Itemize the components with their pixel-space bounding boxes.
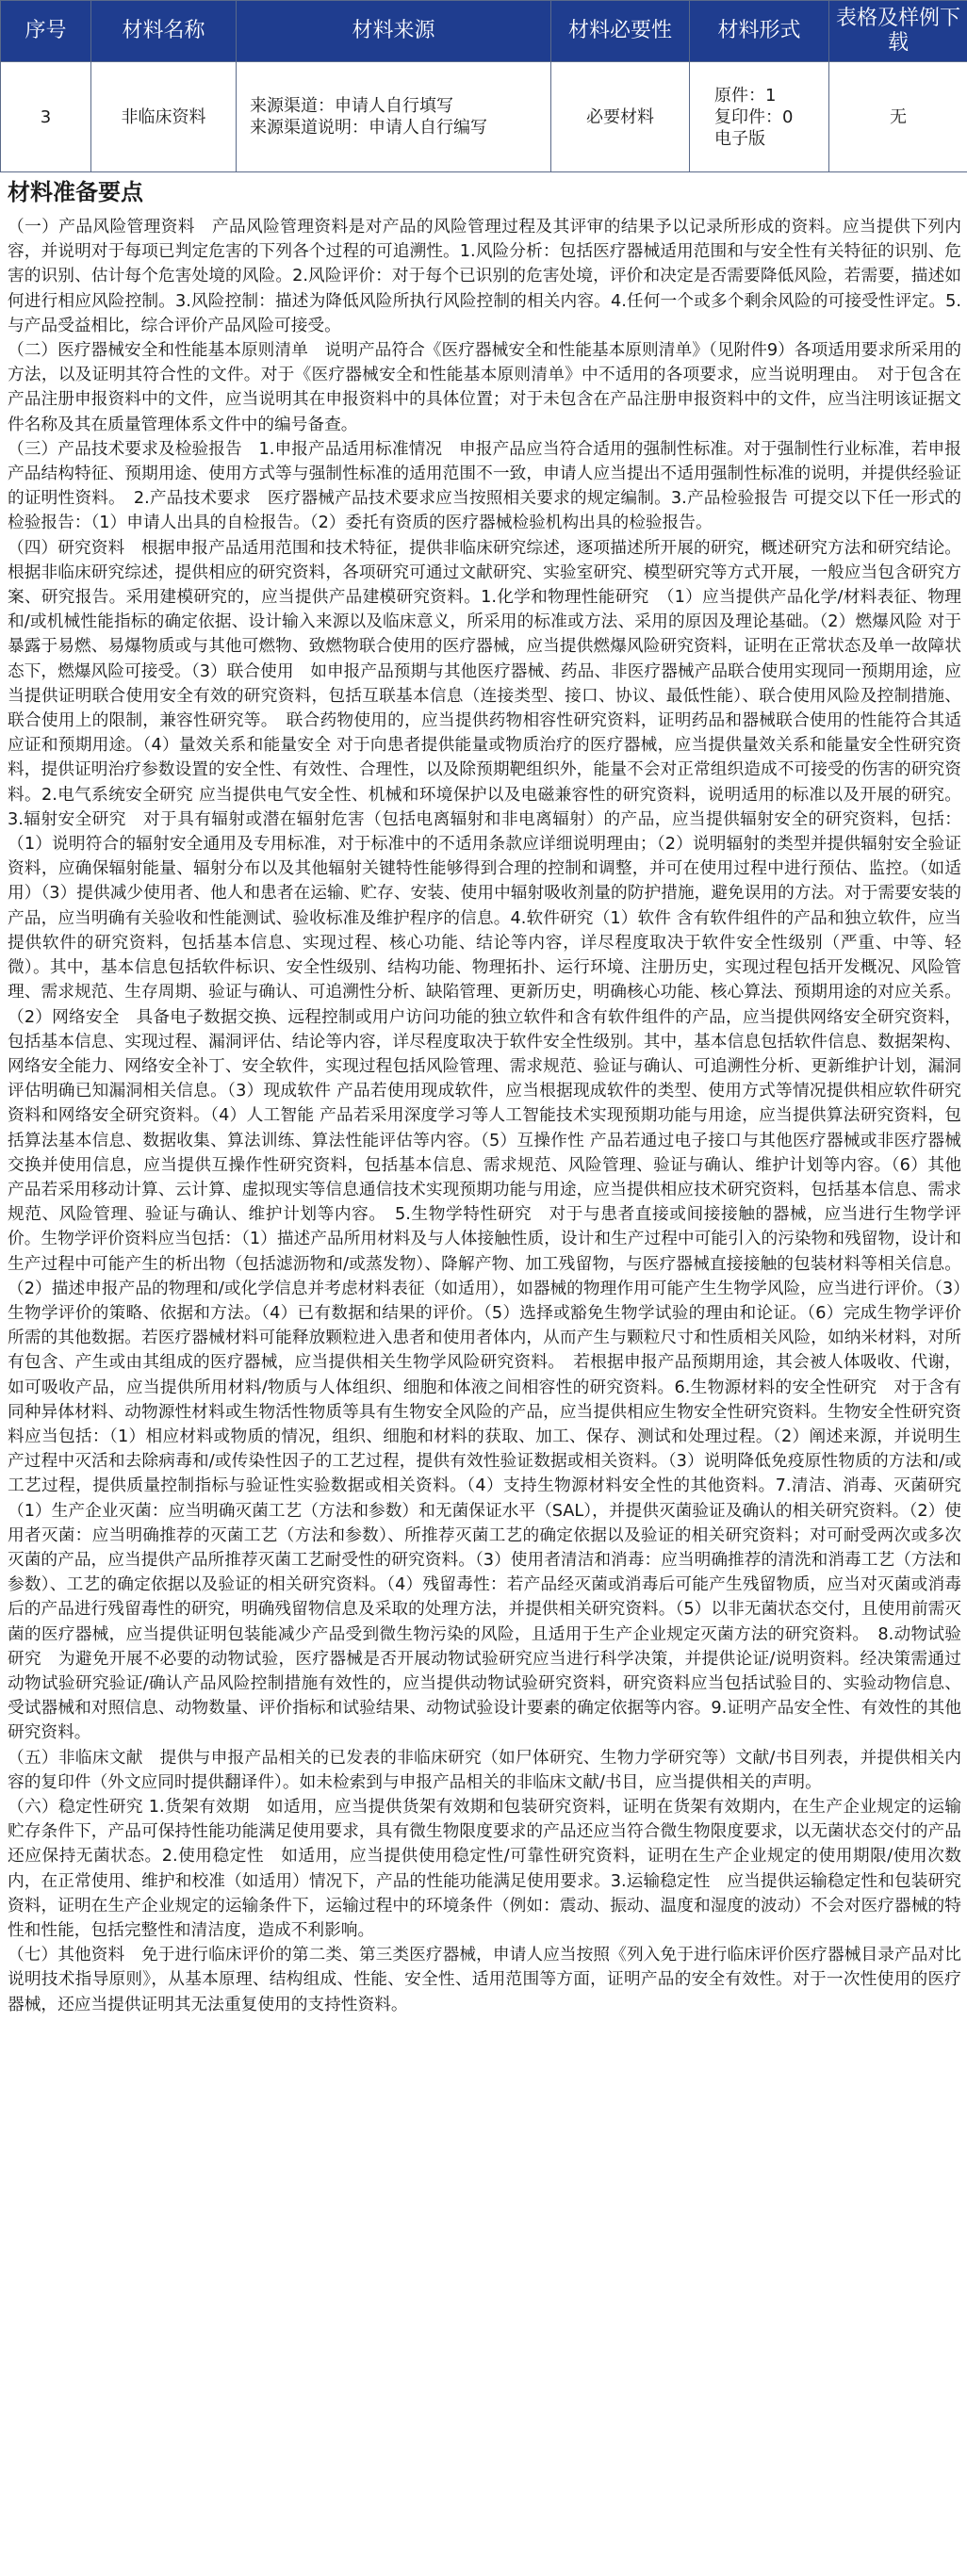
paragraph-risk-management: （一）产品风险管理资料 产品风险管理资料是对产品的风险管理过程及其评审的结果予以记录所形成的资料。应当提供下列内容，并说明对于每项已判定危害的下列各个过程的可追溯性。1.风险分析：包括医疗器械适用范围和与安全性有关特征的识别、危害的识别、估计每个危害处境的风险。2.风险评价：对于每个已识别的危害处境，评价和决定是否需要降低风险，若需要，描述如何进行相应风险控制。3.风险控制：描述为降低风险所执行风险控制的相关内容。4.任何一个或多个剩余风险的可接受性评定。5.与产品受益相比，综合评价产品风险可接受。 [8,218,961,335]
paragraph-technical-requirements: （三）产品技术要求及检验报告 1.申报产品适用标准情况 申报产品应当符合适用的强制性标准。对于强制性行业标准，若申报产品结构特征、预期用途、使用方式等与强制性标准的适用范围不一致，申请人应当提出不适用强制性标准的说明，并提供经验证的证明性资料。 2.产品技术要求 医疗器械产品技术要求应当按照相关要求的规定编制。3.产品检验报告 可提交以下任一形式的检验报告：（1）申请人出具的自检报告。（2）委托有资质的医疗器械检验机构出具的检验报告。 [8,439,961,533]
row-material-source [237,62,551,172]
header-necessity: 材料必要性 [551,1,690,62]
header-index: 序号 [1,1,91,62]
paragraph-other: （七）其他资料 免于进行临床评价的第二类、第三类医疗器械，申请人应当按照《列入免于进行临床评价医疗器械目录产品对比说明技术指导原则》，从基本原理、结构组成、性能、安全性、适用范围等方面，证明产品的安全有效性。对于一次性使用的医疗器械，还应当提供证明其无法重复使用的支持性资料。 [8,1946,961,2014]
form-copy: 复印件：0 [714,106,794,127]
paragraph-stability: （六）稳定性研究 1.货架有效期 如适用，应当提供货架有效期和包装研究资料，证明在货架有效期内，在生产企业规定的运输贮存条件下，产品可保持性能功能满足使用要求，具有微生物限度要求的产品还应当符合微生物限度要求，以无菌状态交付的产品还应保持无菌状态。2.使用稳定性 如适用，应当提供使用稳定性/可靠性研究资料，证明在生产企业规定的使用期限/使用次数内，在正常使用、维护和校准（如适用）情况下，产品的性能功能满足使用要求。3.运输稳定性 应当提供运输稳定性和包装研究资料，证明在生产企业规定的运输条件下，运输过程中的环境条件（例如：震动、振动、温度和湿度的波动）不会对医疗器械的特性和性能，包括完整性和清洁度，造成不利影响。 [8,1798,961,1941]
paragraph-literature: （五）非临床文献 提供与申报产品相关的已发表的非临床研究（如尸体研究、生物力学研究等）文献/书目列表，并提供相关内容的复印件（外文应同时提供翻译件）。如未检索到与申报产品相关的非临床文献/书目，应当提供相关的声明。 [8,1748,961,1792]
row-material-name: 非临床资料 [91,62,237,172]
row-necessity: 必要材料 [551,62,690,172]
section-body [8,215,961,2570]
source-channel: 来源渠道：申请人自行填写 [250,96,453,116]
materials-table [0,0,967,172]
row-index: 3 [1,62,91,172]
section-title: 材料准备要点 [8,179,143,205]
source-channel-desc: 来源渠道说明：申请人自行编写 [250,118,487,138]
form-original: 原件：1 [714,85,777,106]
form-electronic: 电子版 [714,128,765,149]
table-row [1,62,967,172]
row-download: 无 [829,62,967,172]
header-form: 材料形式 [690,1,829,62]
paragraph-research: （四）研究资料 根据申报产品适用范围和技术特征，提供非临床研究综述，逐项描述所开展的研究，概述研究方法和研究结论。根据非临床研究综述，提供相应的研究资料，各项研究可通过文献研究、实验室研究、模型研究等方式开展，一般应当包含研究方案、研究报告。采用建模研究的，应当提供产品建模研究资料。1.化学和物理性能研究 （1）应当提供产品化学/材料表征、物理和/或机械性能指标的确定依据、设计输入来源以及临床意义，所采用的标准或方法、采用的原因及理论基础。（2）燃爆风险 对于暴露于易燃、易爆物质或与其他可燃物、致燃物联合使用的医疗器械，应当提供燃爆风险研究资料，证明在正常状态及单一故障状态下，燃爆风险可接受。（3）联合使用 如申报产品预期与其他医疗器械、药品、非医疗器械产品联合使用实现同一预期用途，应当提供证明联合使用安全有效的研究资料，包括互联基本信息（连接类型、接口、协议、最低性能）、联合使用风险及控制措施、联合使用上的限制，兼容性研究等。 联合药物使用的，应当提供药物相容性研究资料，证明药品和器械联合使用的性能符合其适应证和预期用途。（4）量效关系和能量安全 对于向患者提供能量或物质治疗的医疗器械，应当提供量效关系和能量安全性研究资料，提供证明治疗参数设置的安全性、有效性、合理性，以及除预期靶组织外，能量不会对正常组织造成不可接受的伤害的研究资料。2.电气系统安全研究 应当提供电气安全性、机械和环境保护以及电磁兼容性的研究资料，说明适用的标准以及开展的研究。3.辐射安全研究 对于具有辐射或潜在辐射危害（包括电离辐射和非电离辐射）的产品，应当提供辐射安全的研究资料，包括：（1）说明符合的辐射安全通用及专用标准，对于标准中的不适用条款应详细说明理由；（2）说明辐射的类型并提供辐射安全验证资料，应确保辐射能量、辐射分布以及其他辐射关键特性能够得到合理的控制和调整，并可在使用过程中进行预估、监控。（如适用）（3）提供减少使用者、他人和患者在运输、贮存、安装、使用中辐射吸收剂量的防护措施，避免误用的方法。对于需要安装的产品，应当明确有关验收和性能测试、验收标准及维护程序的信息。4.软件研究（1）软件 含有软件组件的产品和独立软件，应当提供软件的研究资料，包括基本信息、实现过程、核心功能、结论等内容，详尽程度取决于软件安全性级别（严重、中等、轻微）。其中，基本信息包括软件标识、安全性级别、结构功能、物理拓扑、运行环境、注册历史，实现过程包括开发概况、风险管理、需求规范、生存周期、验证与确认、可追溯性分析、缺陷管理、更新历史，明确核心功能、核心算法、预期用途的对应关系。（2）网络安全 具备电子数据交换、远程控制或用户访问功能的独立软件和含有软件组件的产品，应当提供网络安全研究资料，包括基本信息、实现过程、漏洞评估、结论等内容，详尽程度取决于软件安全性级别。其中，基本信息包括软件信息、数据架构、网络安全能力、网络安全补丁、安全软件，实现过程包括风险管理、需求规范、验证与确认、可追溯性分析、更新维护计划，漏洞评估明确已知漏洞相关信息。（3）现成软件 产品若使用现成软件，应当根据现成软件的类型、使用方式等情况提供相应软件研究资料和网络安全研究资料。（4）人工智能 产品若采用深度学习等人工智能技术实现预期功能与用途，应当提供算法研究资料，包括算法基本信息、数据收集、算法训练、算法性能评估等内容。（5）互操作性 产品若通过电子接口与其他医疗器械或非医疗器械交换并使用信息，应当提供互操作性研究资料，包括基本信息、需求规范、风险管理、验证与确认、维护计划等内容。（6）其他 产品若采用移动计算、云计算、虚拟现实等信息通信技术实现预期功能与用途，应当提供相应技术研究资料，包括基本信息、需求规范、风险管理、验证与确认、维护计划等内容。 5.生物学特性研究 对于与患者直接或间接接触的器械，应当进行生物学评价。生物学评价资料应当包括：（1）描述产品所用材料及与人体接触性质，设计和生产过程中可能引入的污染物和残留物，设计和生产过程中可能产生的析出物（包括滤沥物和/或蒸发物）、降解产物、加工残留物，与医疗器械直接接触的包装材料等相关信息。（2）描述申报产品的物理和/或化学信息并考虑材料表征（如适用），如器械的物理作用可能产生生物学风险，应当进行评价。（3）生物学评价的策略、依据和方法。（4）已有数据和结果的评价。（5）选择或豁免生物学试验的理由和论证。（6）完成生物学评价所需的其他数据。若医疗器械材料可能释放颗粒进入患者和使用者体内，从而产生与颗粒尺寸和性质相关风险，如纳米材料，对所有包含、产生或由其组成的医疗器械，应当提供相关生物学风险研究资料。 若根据申报产品预期用途，其会被人体吸收、代谢，如可吸收产品，应当提供所用材料/物质与人体组织、细胞和体液之间相容性的研究资料。6.生物源材料的安全性研究 对于含有同种异体材料、动物源性材料或生物活性物质等具有生物安全风险的产品，应当提供相应生物安全性研究资料。生物安全性研究资料应当包括：（1）相应材料或物质的情况，组织、细胞和材料的获取、加工、保存、测试和处理过程。（2）阐述来源，并说明生产过程中灭活和去除病毒和/或传染性因子的工艺过程，提供有效性验证数据或相关资料。（3）说明降低免疫原性物质的方法和/或工艺过程，提供质量控制指标与验证性实验数据或相关资料。（4）支持生物源材料安全性的其他资料。7.清洁、消毒、灭菌研究 （1）生产企业灭菌：应当明确灭菌工艺（方法和参数）和无菌保证水平（SAL），并提供灭菌验证及确认的相关研究资料。（2）使用者灭菌：应当明确推荐的灭菌工艺（方法和参数）、所推荐灭菌工艺的确定依据以及验证的相关研究资料；对可耐受两次或多次灭菌的产品，应当提供产品所推荐灭菌工艺耐受性的研究资料。（3）使用者清洁和消毒：应当明确推荐的清洗和消毒工艺（方法和参数）、工艺的确定依据以及验证的相关研究资料。（4）残留毒性：若产品经灭菌或消毒后可能产生残留物质，应当对灭菌或消毒后的产品进行残留毒性的研究，明确残留物信息及采取的处理方法，并提供相关研究资料。（5）以非无菌状态交付，且使用前需灭菌的医疗器械，应当提供证明包装能减少产品受到微生物污染的风险，且适用于生产企业规定灭菌方法的研究资料。 8.动物试验研究 为避免开展不必要的动物试验，医疗器械是否开展动物试验研究应当进行科学决策，并提供论证/说明资料。经决策需通过动物试验研究验证/确认产品风险控制措施有效性的，应当提供动物试验研究资料，研究资料应当包括试验目的、实验动物信息、受试器械和对照信息、动物数量、评价指标和试验结果、动物试验设计要素的确定依据等内容。9.证明产品安全性、有效性的其他研究资料。 [8,538,961,1743]
header-material-source: 材料来源 [237,1,551,62]
row-form [690,62,829,172]
table-header-row [1,1,967,62]
header-material-name: 材料名称 [91,1,237,62]
paragraph-safety-principles: （二）医疗器械安全和性能基本原则清单 说明产品符合《医疗器械安全和性能基本原则清单》（见附件9）各项适用要求所采用的方法，以及证明其符合性的文件。对于《医疗器械安全和性能基本原则清单》中不适用的各项要求，应当说明理由。 对于包含在产品注册申报资料中的文件，应当说明其在申报资料中的具体位置；对于未包含在产品注册申报资料中的文件，应当注明该证据文件名称及其在质量管理体系文件中的编号备查。 [8,341,961,434]
header-download: 表格及样例下载 [829,1,967,62]
